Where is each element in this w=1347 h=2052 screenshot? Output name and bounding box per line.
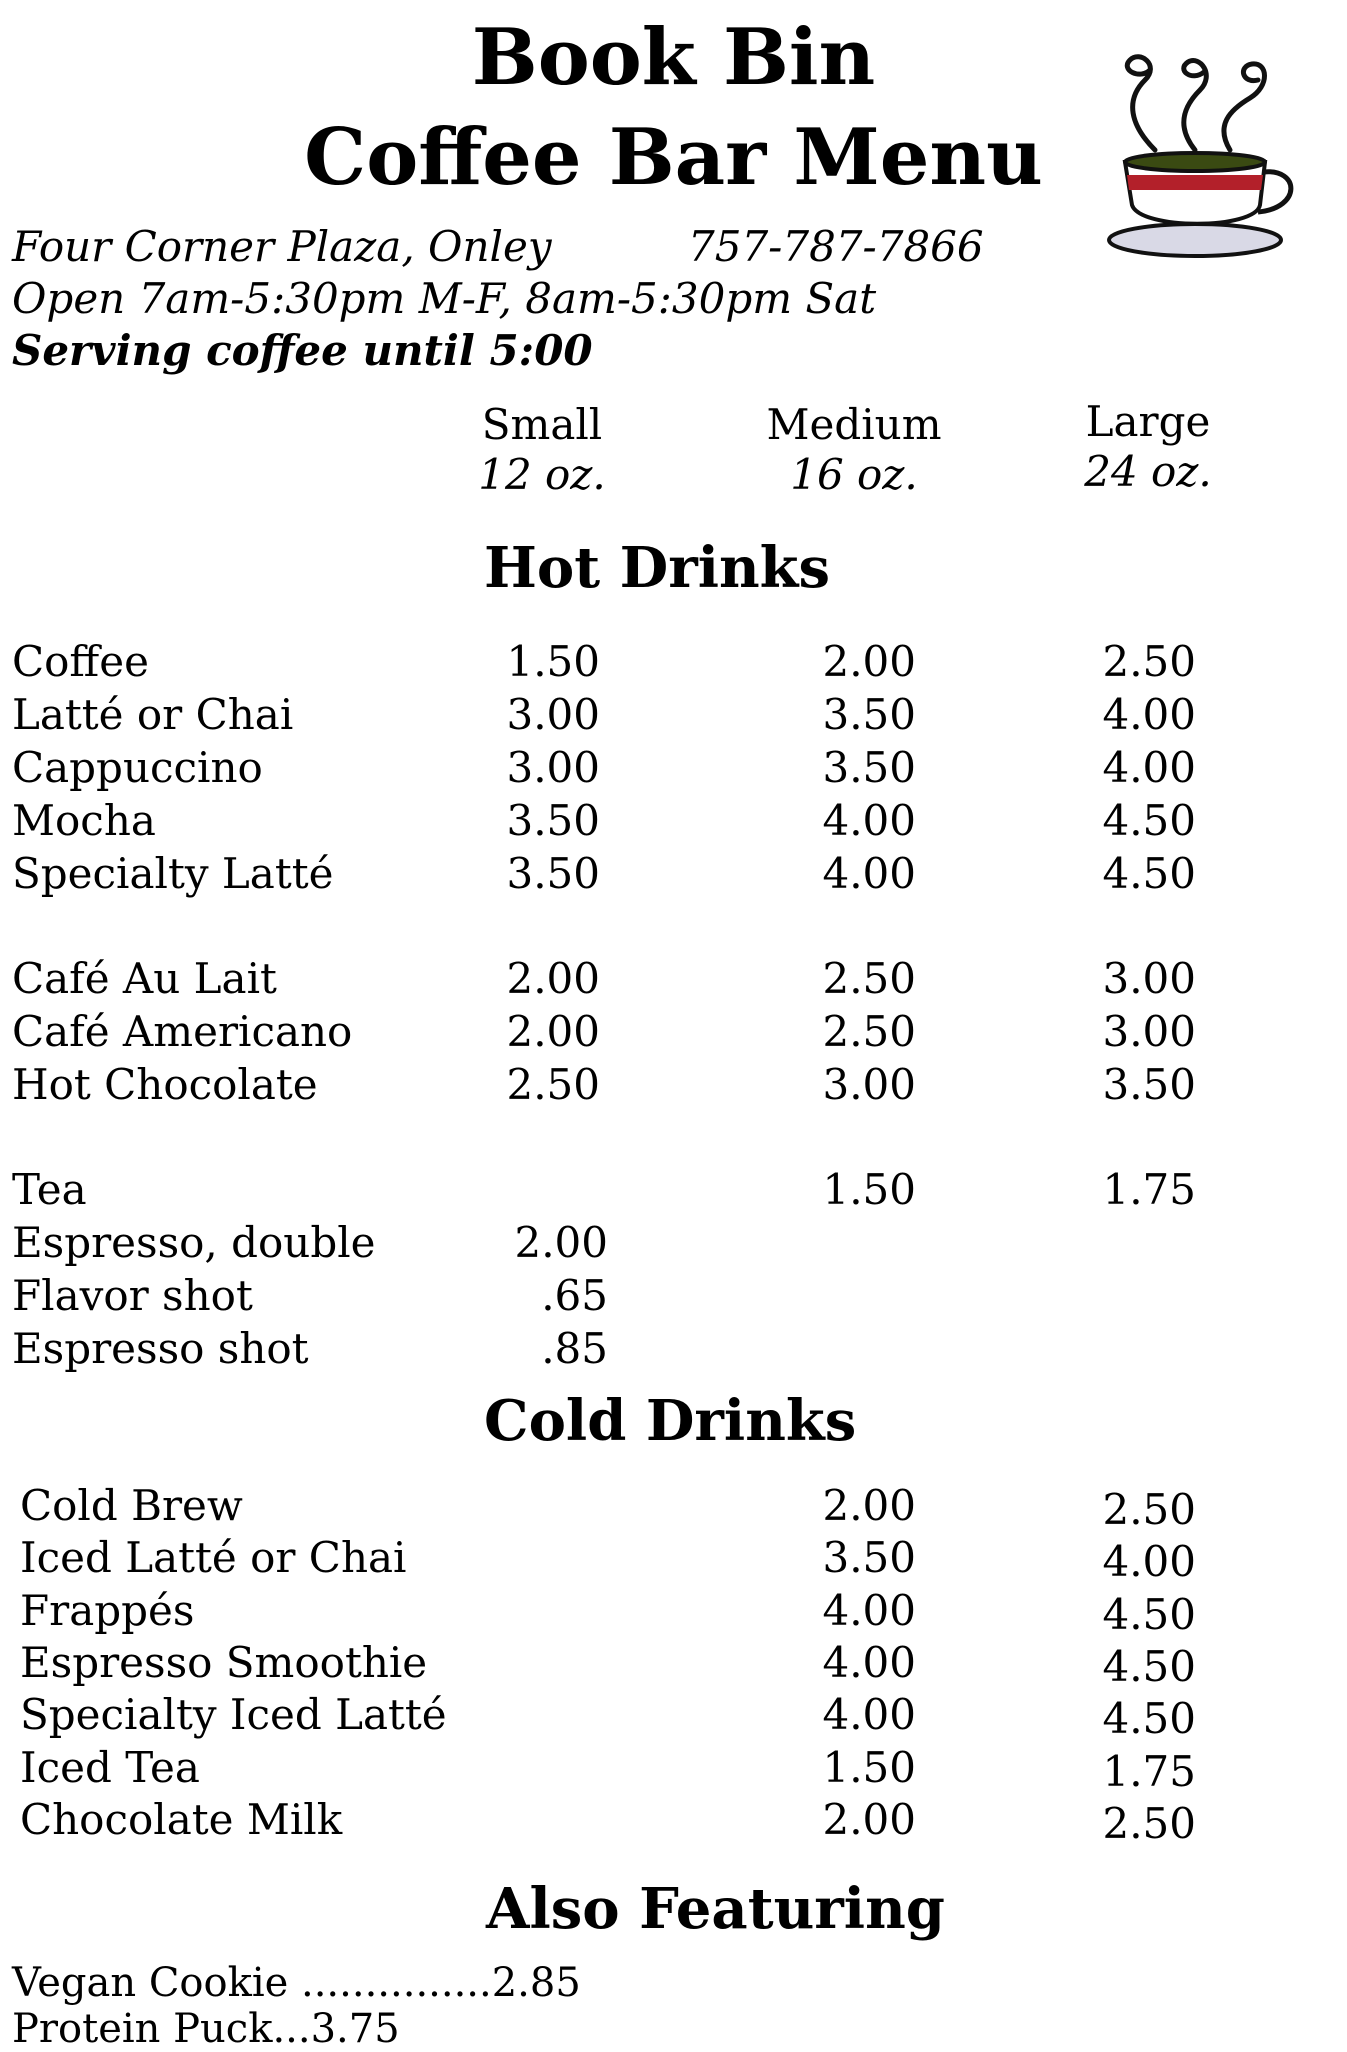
price-small: 2.50 [506,1060,600,1109]
price-large: 2.50 [1102,637,1196,686]
address-text: Four Corner Plaza, Onley [12,222,552,271]
item-name: Specialty Latté [12,849,334,898]
price-large: 4.50 [1102,1642,1196,1691]
price-medium: 3.50 [822,690,916,739]
price-large: 2.50 [1102,1485,1196,1534]
menu-row [0,637,1347,689]
price-large: 3.50 [1102,1060,1196,1109]
price-large: 2.50 [1102,1799,1196,1848]
menu-row [0,1271,1347,1323]
price-medium: 3.50 [822,1533,916,1582]
serving-note: Serving coffee until 5:00 [12,326,593,375]
item-name: Iced Latté or Chai [20,1533,407,1582]
menu-row [0,1007,1347,1059]
menu-row [0,1481,1347,1533]
price-small: 1.50 [506,637,600,686]
menu-row [0,796,1347,848]
menu-title-line1: Book Bin [471,12,876,103]
price-small: 3.50 [506,849,600,898]
item-name: Café Americano [12,1007,353,1056]
menu-row [0,1324,1347,1376]
menu-row [0,1165,1347,1217]
price-medium: 4.00 [822,1638,916,1687]
item-name: Espresso shot [12,1324,309,1373]
steaming-coffee-cup-icon [1100,40,1310,265]
price-medium: 2.00 [822,1795,916,1844]
price-medium: 2.50 [822,954,916,1003]
price-small: 3.00 [506,743,600,792]
also-featuring-heading: Also Featuring [486,1876,945,1942]
menu-row [0,1060,1347,1112]
menu-row [0,1533,1347,1585]
price-medium: 2.00 [822,637,916,686]
price-large: 4.50 [1102,1590,1196,1639]
item-name: Coffee [12,637,149,686]
price-large: 4.50 [1102,1694,1196,1743]
menu-row [0,1690,1347,1742]
size-medium-oz: 16 oz. [790,450,918,499]
item-name: Mocha [12,796,156,845]
menu-title-line2: Coffee Bar Menu [304,112,1043,203]
item-name: Café Au Lait [12,954,277,1003]
item-name: Tea [12,1165,87,1214]
item-name: Espresso Smoothie [20,1638,428,1687]
item-name: Iced Tea [20,1743,200,1792]
price-medium: 4.00 [822,849,916,898]
item-name: Espresso, double [12,1218,376,1267]
item-name: Cold Brew [20,1481,243,1530]
price-medium: 2.50 [822,1007,916,1056]
item-name: Specialty Iced Latté [20,1690,447,1739]
price-small: .85 [541,1324,608,1373]
price-medium: 2.00 [822,1481,916,1530]
price-large: 1.75 [1102,1747,1196,1796]
price-large: 3.00 [1102,1007,1196,1056]
item-name: Latté or Chai [12,690,294,739]
price-large: 1.75 [1102,1165,1196,1214]
price-small: 3.50 [506,796,600,845]
menu-row [0,1743,1347,1795]
menu-row [0,954,1347,1006]
size-large-label: Large [1085,397,1211,446]
price-medium: 4.00 [822,1586,916,1635]
price-large: 4.50 [1102,796,1196,845]
size-large-oz: 24 oz. [1084,447,1212,496]
price-large: 4.00 [1102,1537,1196,1586]
price-small: .65 [541,1271,608,1320]
price-small: 2.00 [506,1007,600,1056]
menu-row [0,743,1347,795]
size-small-label: Small [481,400,603,449]
price-large: 4.00 [1102,743,1196,792]
price-large: 4.00 [1102,690,1196,739]
price-medium: 1.50 [822,1165,916,1214]
price-medium: 4.00 [822,796,916,845]
price-small: 2.00 [506,954,600,1003]
item-name: Chocolate Milk [20,1795,343,1844]
phone-text: 757-787-7866 [688,222,984,271]
menu-row [0,1795,1347,1847]
item-name: Cappuccino [12,743,263,792]
menu-row [0,1586,1347,1638]
menu-row [0,1638,1347,1690]
item-name: Hot Chocolate [12,1060,318,1109]
cold-drinks-heading: Cold Drinks [484,1388,857,1454]
price-small: 3.00 [506,690,600,739]
menu-row [0,690,1347,742]
price-large: 3.00 [1102,954,1196,1003]
price-medium: 3.50 [822,743,916,792]
featured-item: Vegan Cookie ...............2.85 [12,1960,581,2006]
featured-item: Protein Puck...3.75 [12,2006,400,2052]
menu-row [0,849,1347,901]
size-medium-label: Medium [766,400,942,449]
item-name: Frappés [20,1586,195,1635]
price-medium: 3.00 [822,1060,916,1109]
price-medium: 4.00 [822,1690,916,1739]
price-large: 4.50 [1102,849,1196,898]
hours-text: Open 7am-5:30pm M-F, 8am-5:30pm Sat [12,274,877,323]
hot-drinks-heading: Hot Drinks [484,535,831,601]
size-small-oz: 12 oz. [478,450,606,499]
item-name: Flavor shot [12,1271,253,1320]
price-medium: 1.50 [822,1743,916,1792]
menu-row [0,1218,1347,1270]
price-small: 2.00 [514,1218,608,1267]
